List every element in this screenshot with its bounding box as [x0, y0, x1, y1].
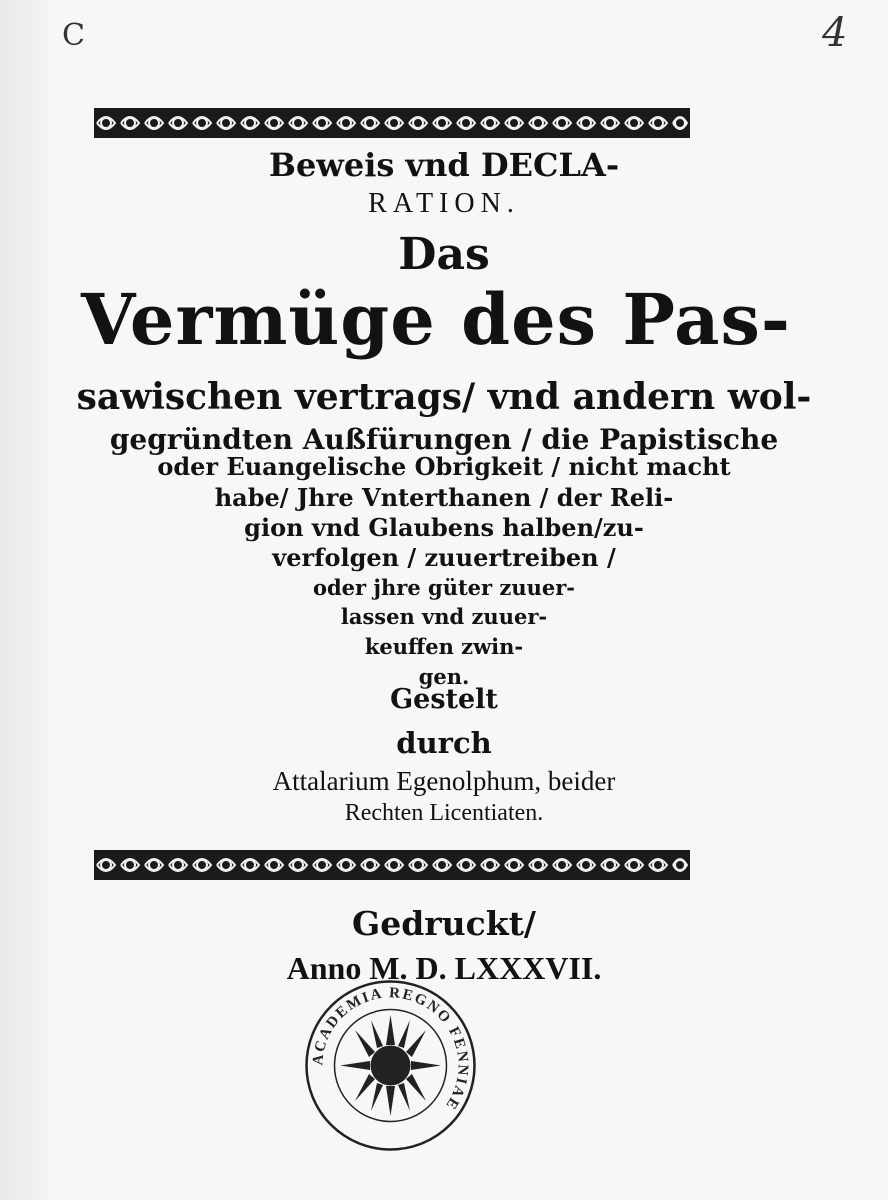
library-stamp: [303, 978, 478, 1153]
title-line-12: lassen vnd zuuer-: [340, 604, 548, 629]
title-line-6: gegründten Außfürungen / die Papistische: [109, 423, 779, 456]
title-line-10: verfolgen / zuuertreiben /: [272, 543, 616, 572]
title-line-13: keuffen zwin-: [364, 634, 524, 659]
ornament-pattern-bottom: [94, 850, 690, 880]
page-number: 4: [822, 10, 848, 56]
byline-degree: Rechten Licentiaten.: [344, 800, 544, 826]
corner-mark: C: [62, 18, 85, 53]
title-line-7: oder Euangelische Obrigkeit / nicht macht: [157, 452, 731, 481]
byline-author: Attalarium Egenolphum, beider: [272, 766, 616, 796]
byline-gestelt: Gestelt: [390, 684, 498, 715]
byline-durch: durch: [396, 726, 492, 760]
imprint-year: Anno M. D. LXXXVII.: [286, 950, 602, 986]
ornament-border-bottom: [94, 850, 690, 880]
stamp-text: ACADEMIA REGNO FENNIAE: [310, 985, 471, 1114]
title-line-9: gion vnd Glaubens halben/zu-: [244, 513, 644, 542]
title-line-2: RATION.: [368, 188, 520, 219]
title-line-3: Das: [398, 229, 490, 280]
title-line-8: habe/ Jhre Vnterthanen / der Reli-: [214, 483, 674, 512]
title-line-1: Beweis vnd DECLA-: [268, 146, 620, 184]
title-main-heading: Vermüge des Pas-: [81, 278, 791, 361]
title-line-5: sawischen vertrags/ vnd andern wol-: [76, 376, 812, 418]
title-line-14: gen.: [418, 664, 470, 689]
imprint-printed: Gedruckt/: [352, 904, 536, 943]
title-line-11: oder jhre güter zuuer-: [312, 575, 576, 600]
ornament-border-top: [94, 108, 690, 138]
ornament-pattern-top: [94, 108, 690, 138]
sun-emblem-icon: [340, 1015, 441, 1116]
